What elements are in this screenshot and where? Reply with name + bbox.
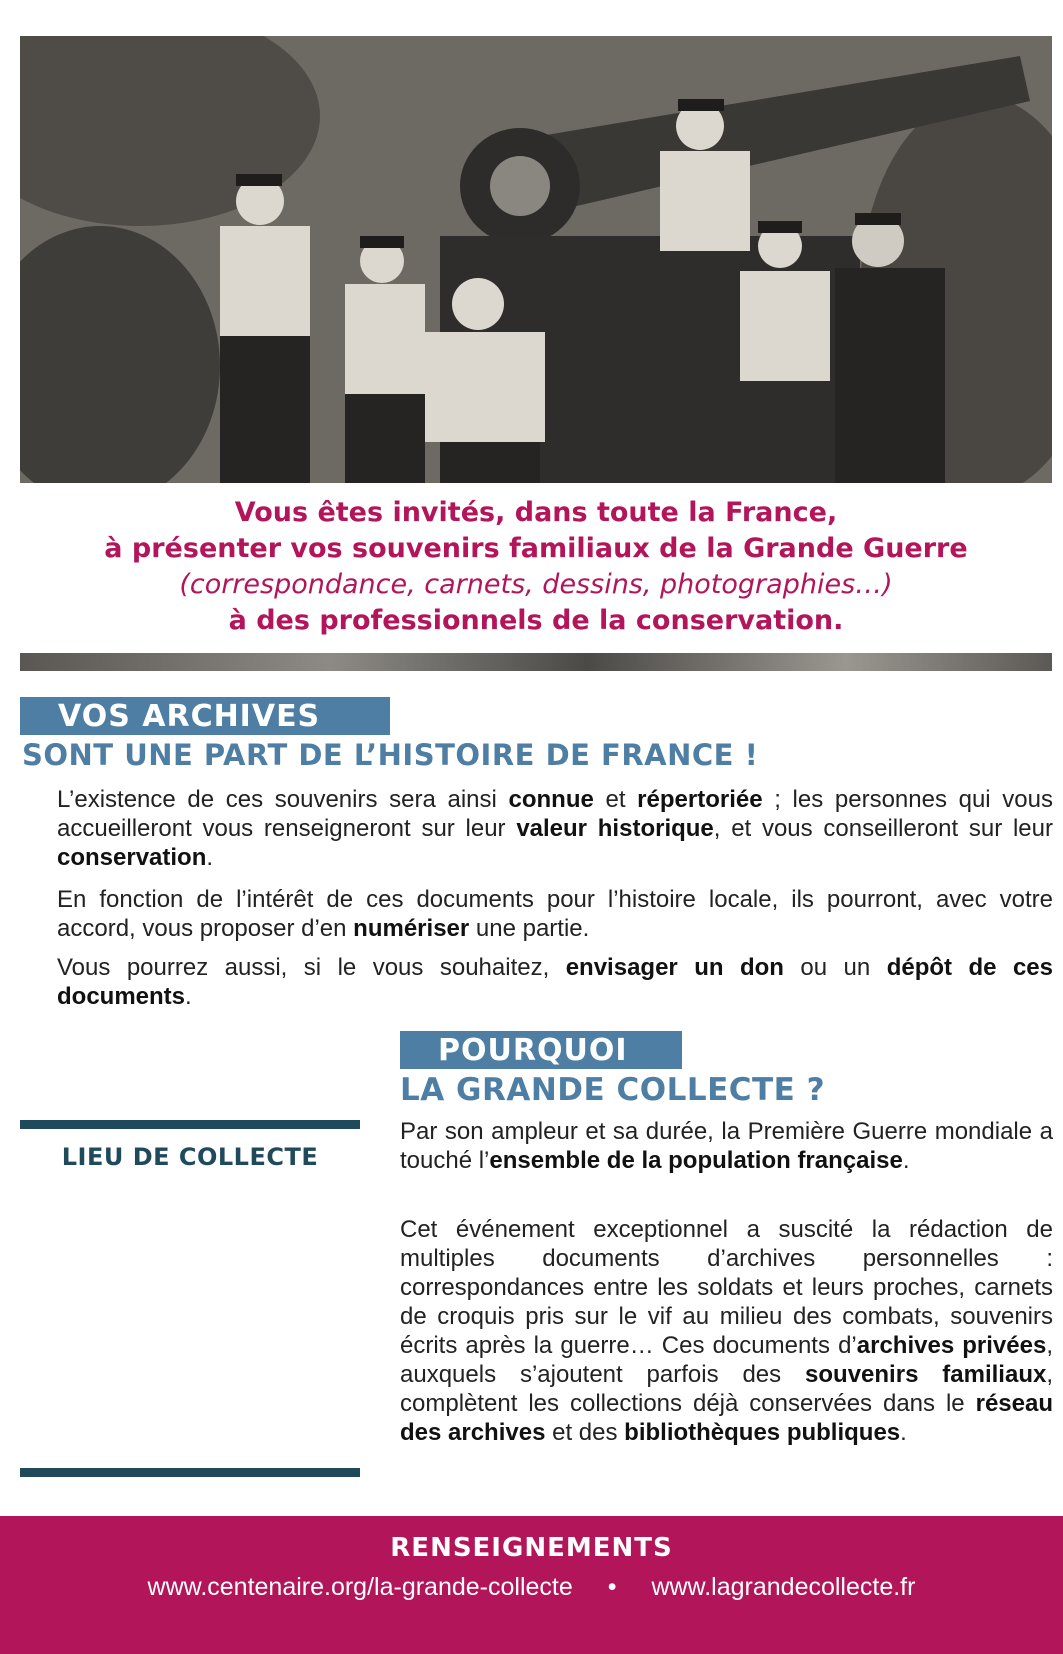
text-run: .	[185, 983, 192, 1010]
text-bold: envisager un don	[565, 954, 784, 981]
footer-banner	[0, 1516, 1063, 1654]
intro-line-1: Vous êtes invités, dans toute la France,	[234, 497, 838, 528]
section2-heading: LA GRANDE COLLECTE ?	[400, 1072, 826, 1108]
section2-paragraph-1	[400, 1117, 1053, 1175]
text-run: et	[593, 786, 638, 813]
text-run: L’existence de ces souvenirs sera ainsi	[57, 786, 509, 813]
ww1-artillery-crew-photo-icon	[20, 36, 1052, 483]
text-run: , complètent les collections déjà conservées dans le	[400, 1361, 1053, 1417]
text-bold: numériser	[353, 915, 470, 942]
text-run: .	[902, 1147, 910, 1174]
lieu-de-collecte-label: LIEU DE COLLECTE	[61, 1143, 319, 1171]
text-run: Cet événement exceptionnel a suscité la rédaction de multiples documents d’archives personnelles : correspondances entre les soldats et leurs proches, carnets de croquis pris sur le vif au milieu des combats, souvenirs écrits après la guerre… Ces documents d’	[400, 1216, 1053, 1359]
text-run: .	[900, 1419, 907, 1446]
text-bold: souvenirs familiaux	[805, 1361, 1047, 1388]
text-run: une partie.	[469, 915, 590, 942]
link-centenaire[interactable]: www.centenaire.org/la-grande-collecte	[147, 1573, 573, 1601]
text-bold: ensemble de la population française	[489, 1147, 903, 1174]
text-run: , et vous conseilleront sur leur	[713, 815, 1053, 842]
intro-line-2: à présenter vos souvenirs familiaux de la Grande Guerre	[104, 533, 968, 564]
text-run: En fonction de l’intérêt de ces documents pour l’histoire locale, ils pourront, avec votre accord, vous proposer d’en	[57, 886, 1053, 942]
text-bold: dépôt de ces documents	[57, 954, 1053, 1010]
link-lagrandecollecte[interactable]: www.lagrandecollecte.fr	[651, 1573, 916, 1601]
text-run: Par son ampleur et sa durée, la Première Guerre mondiale a touché l’	[400, 1118, 1053, 1174]
section2-paragraph-2	[400, 1215, 1053, 1447]
section1-tag: VOS ARCHIVES	[20, 697, 390, 735]
lieu-top-rule	[20, 1120, 360, 1129]
text-run: , auxquels s’ajoutent parfois des	[400, 1332, 1053, 1388]
text-run: Vous pourrez aussi, si le vous souhaitez,	[57, 954, 566, 981]
section1-paragraph-1	[57, 785, 1053, 872]
text-bold: réseau des archives	[400, 1390, 1053, 1446]
photo-strip-divider	[20, 653, 1052, 671]
intro-message	[20, 483, 1052, 653]
section2-tag: POURQUOI	[400, 1031, 682, 1069]
text-run: .	[206, 844, 214, 871]
footer-title: RENSEIGNEMENTS	[390, 1533, 673, 1563]
text-bold: répertoriée	[637, 786, 763, 813]
section1-heading: SONT UNE PART DE L’HISTOIRE DE FRANCE !	[22, 738, 759, 772]
section1-paragraph-3	[57, 953, 1053, 1011]
text-bold: valeur historique	[516, 815, 714, 842]
lieu-bottom-rule	[20, 1468, 360, 1477]
text-bold: bibliothèques publiques	[624, 1419, 901, 1446]
link-separator: •	[607, 1573, 617, 1601]
intro-line-3: (correspondance, carnets, dessins, photographies…)	[179, 569, 893, 600]
intro-line-4: à des professionnels de la conservation.	[228, 605, 844, 636]
footer-links	[0, 1573, 1063, 1602]
text-bold: archives privées	[856, 1332, 1047, 1359]
section1-paragraph-2	[57, 885, 1053, 943]
text-bold: connue	[508, 786, 594, 813]
text-run: ou un	[783, 954, 887, 981]
text-run: ; les personnes qui vous accueilleront vous renseigneront sur leur	[57, 786, 1053, 842]
text-run: et des	[545, 1419, 625, 1446]
text-bold: conservation	[57, 844, 207, 871]
